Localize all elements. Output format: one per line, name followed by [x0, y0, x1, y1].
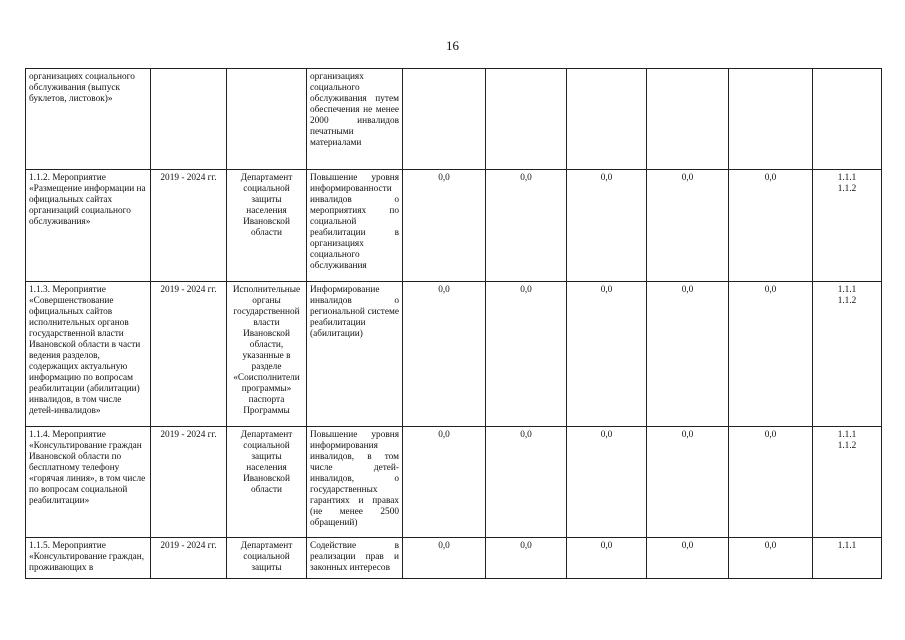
funding-value-cell: 0,0: [729, 538, 813, 579]
funding-value-cell: 0,0: [729, 427, 813, 538]
indicator-code: 1.1.1: [837, 541, 857, 551]
funding-value-cell: 0,0: [486, 538, 567, 579]
table-row: [26, 69, 882, 170]
funding-value-cell: [403, 69, 486, 170]
funding-value-cell: 0,0: [647, 170, 729, 282]
funding-value-cell: 0,0: [403, 282, 486, 427]
funding-value-cell: 0,0: [567, 282, 647, 427]
funding-value-cell: 0,0: [403, 538, 486, 579]
table-row: [26, 170, 882, 282]
page-number: 16: [446, 38, 459, 53]
funding-value-cell: 0,0: [647, 282, 729, 427]
activity-name-cell: организациях социального обслуживания (выпуск буклетов, листовок)»: [26, 69, 151, 170]
funding-value-cell: [729, 69, 813, 170]
activity-name-cell: 1.1.5. Мероприятие «Консультирование граждан, проживающих в: [26, 538, 151, 579]
indicator-codes-cell: [813, 427, 882, 538]
executor-cell: Департамент социальной защиты населения Ивановской области: [227, 170, 307, 282]
activity-name-cell: 1.1.4. Мероприятие «Консультирование граждан Ивановской области по бесплатному телефону «горячая линия», в том числе по вопросам социальной реабилитации»: [26, 427, 151, 538]
funding-value-cell: 0,0: [567, 427, 647, 538]
funding-value-cell: 0,0: [486, 170, 567, 282]
expected-result-cell: Содействие в реализации прав и законных интересов: [307, 538, 403, 579]
executor-cell: Департамент социальной защиты населения Ивановской области: [227, 427, 307, 538]
indicator-codes-cell: [813, 69, 882, 170]
indicator-code: 1.1.1: [837, 285, 857, 295]
table-row: [26, 427, 882, 538]
indicator-code: 1.1.1: [837, 430, 857, 440]
funding-value-cell: 0,0: [729, 170, 813, 282]
funding-value-cell: 0,0: [567, 538, 647, 579]
funding-value-cell: 0,0: [647, 427, 729, 538]
expected-result-cell: Информирование инвалидов о региональной системе реабилитации (абилитации): [307, 282, 403, 427]
expected-result-cell: организациях социального обслуживания путем обеспечения не менее 2000 инвалидов печатными материалами: [307, 69, 403, 170]
period-cell: 2019 - 2024 гг.: [151, 538, 227, 579]
funding-value-cell: [647, 69, 729, 170]
funding-value-cell: 0,0: [486, 282, 567, 427]
funding-value-cell: 0,0: [567, 170, 647, 282]
indicator-codes-cell: [813, 282, 882, 427]
expected-result-cell: Повышение уровня информирования инвалидов, в том числе детей-инвалидов, о государственных гарантиях и правах (не менее 2500 обращений): [307, 427, 403, 538]
period-cell: 2019 - 2024 гг.: [151, 282, 227, 427]
funding-value-cell: 0,0: [486, 427, 567, 538]
indicator-code: 1.1.1: [837, 173, 857, 183]
period-cell: 2019 - 2024 гг.: [151, 427, 227, 538]
executor-cell: [227, 69, 307, 170]
funding-value-cell: 0,0: [403, 170, 486, 282]
funding-value-cell: [567, 69, 647, 170]
funding-value-cell: 0,0: [729, 282, 813, 427]
indicator-codes-cell: [813, 170, 882, 282]
table-row: [26, 538, 882, 579]
indicator-code: 1.1.2: [837, 184, 857, 194]
executor-cell: Департамент социальной защиты: [227, 538, 307, 579]
executor-cell: Исполнительные органы государственной власти Ивановской области, указанные в разделе «Соисполнители программы» паспорта Программы: [227, 282, 307, 427]
funding-value-cell: [486, 69, 567, 170]
table-row: [26, 282, 882, 427]
program-activities-table: [25, 68, 882, 579]
funding-value-cell: 0,0: [403, 427, 486, 538]
period-cell: 2019 - 2024 гг.: [151, 170, 227, 282]
indicator-codes-cell: [813, 538, 882, 579]
period-cell: [151, 69, 227, 170]
activity-name-cell: 1.1.3. Мероприятие «Совершенствование официальных сайтов исполнительных органов государственной власти Ивановской области в части ведения разделов, содержащих актуальную информацию по вопросам реабилитации (абилитации) инвалидов, в том числе детей-инвалидов»: [26, 282, 151, 427]
expected-result-cell: Повышение уровня информированности инвалидов о мероприятиях по социальной реабилитации в организациях социального обслуживания: [307, 170, 403, 282]
funding-value-cell: 0,0: [647, 538, 729, 579]
indicator-code: 1.1.2: [837, 296, 857, 306]
indicator-code: 1.1.2: [837, 441, 857, 451]
activity-name-cell: 1.1.2. Мероприятие «Размещение информации на официальных сайтах организаций социального обслуживания»: [26, 170, 151, 282]
